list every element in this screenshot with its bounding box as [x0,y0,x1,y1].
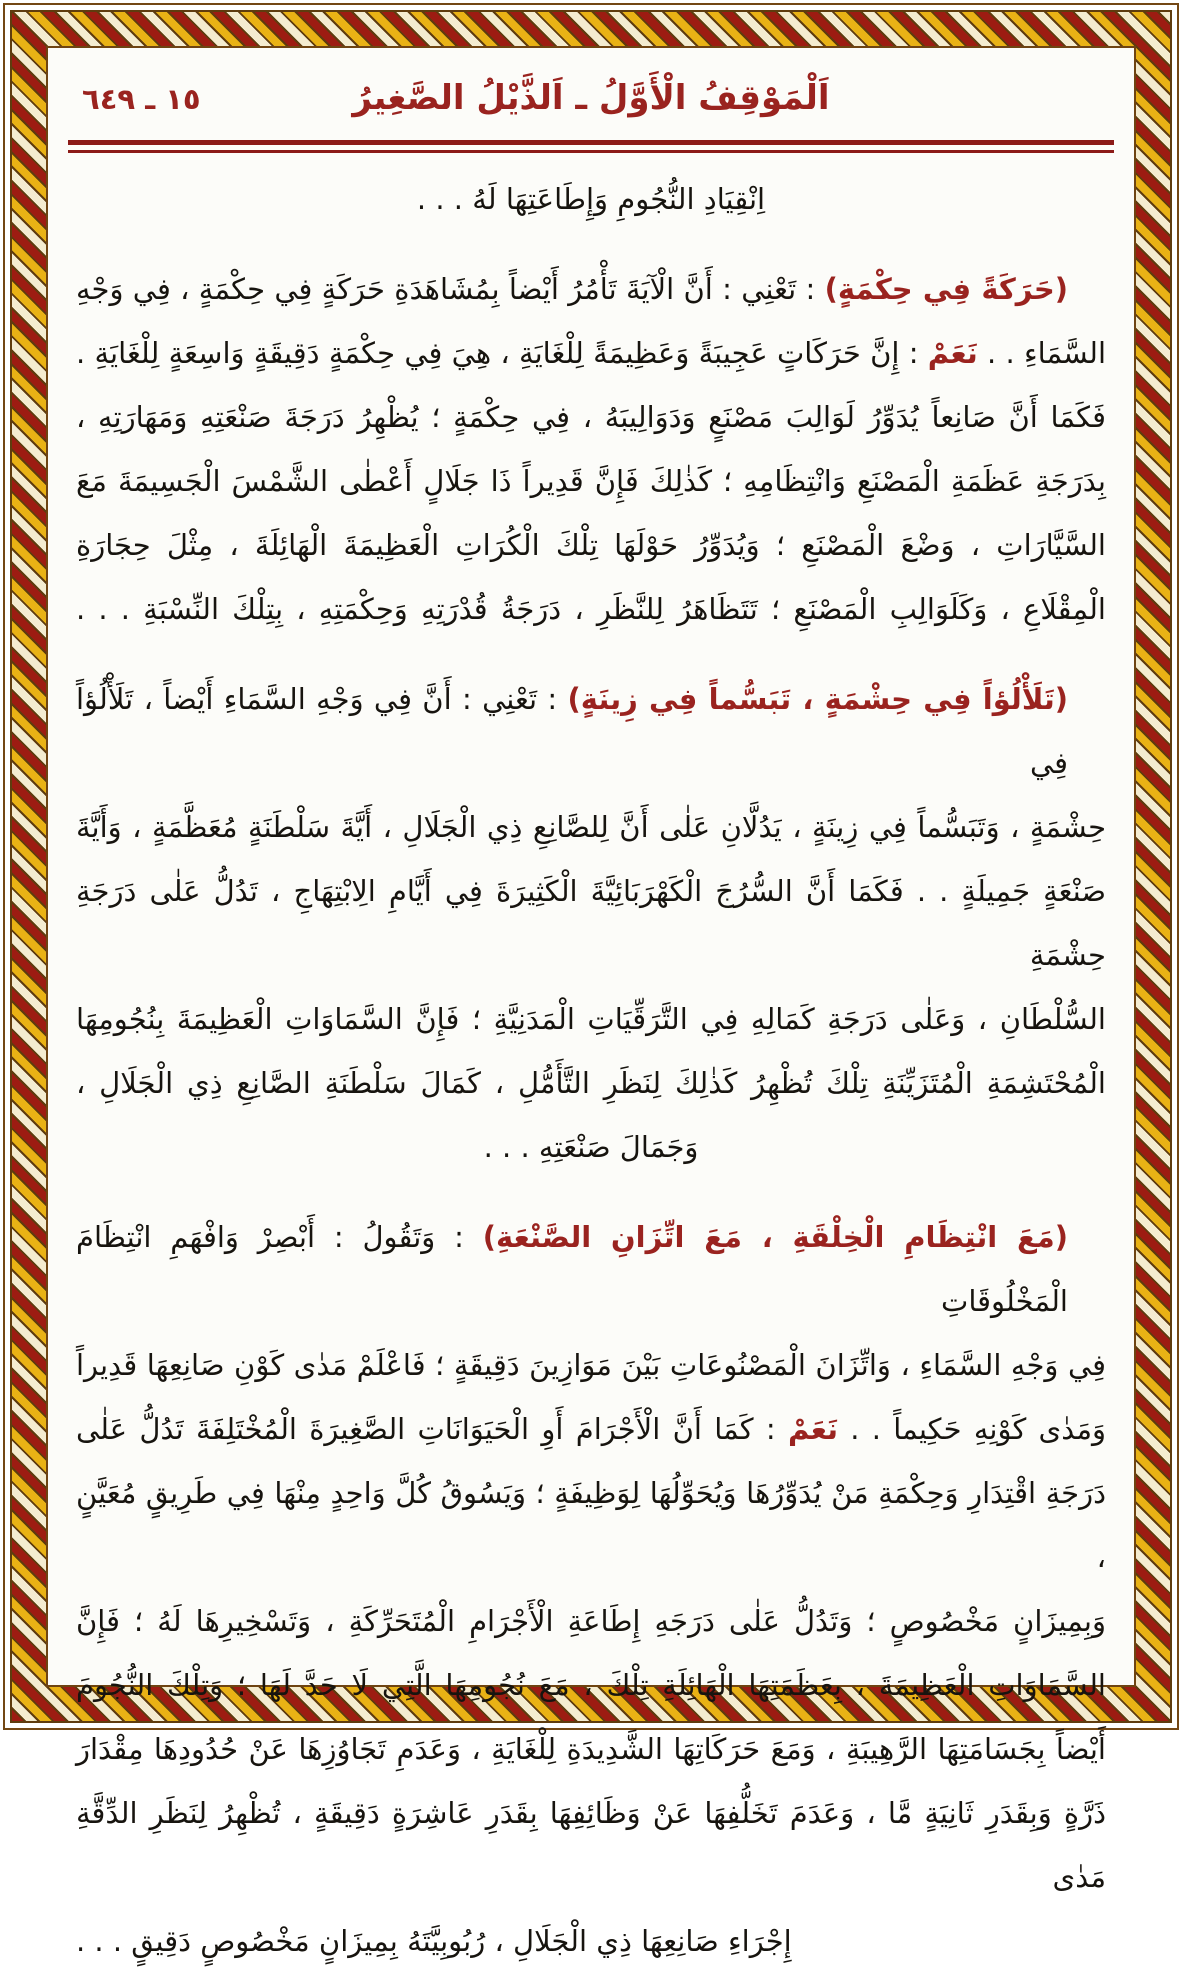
text-line [76,1397,1106,1461]
text-line [76,513,1106,577]
text-segment: : وَتَقُولُ : أَبْصِرْ وَافْهَمِ انْتِظَامَ الْمَخْلُوقَاتِ [76,1220,1068,1318]
text-segment: : إِنَّ حَرَكَاتٍ عَجِيبَةً وَعَظِيمَةً لِلْغَايَةِ ، هِيَ فِي حِكْمَةٍ دَقِيقَةٍ وَاسِعَةٍ لِلْغَايَةِ . [76,336,928,370]
text-line [76,167,1106,231]
header-double-rule [68,140,1114,153]
text-segment: : تَعْنِي : أَنَّ الْآيَةَ تَأْمُرُ أَيْضاً بِمُشَاهَدَةِ حَرَكَةٍ فِي حِكْمَةٍ ، فِي وَجْهِ [76,272,825,306]
text-segment: السَّيَّارَاتِ ، وَضْعَ الْمَصْنَعِ ؛ وَيُدَوِّرُ حَوْلَهَا تِلْكَ الْكُرَاتِ الْعَظِيمَةَ الْهَائِلَةَ ، مِثْلَ حِجَارَةِ [76,528,1106,562]
text-line [76,1205,1106,1333]
body-text [76,167,1106,1973]
page-content-area [46,46,1136,1958]
text-line [76,1781,1106,1909]
highlighted-phrase: (حَرَكَةً فِي حِكْمَةٍ) [824,272,1068,306]
highlighted-phrase: نَعَمْ [927,336,978,370]
text-line [76,1589,1106,1653]
text-segment: وَبِمِيزَانٍ مَخْصُوصٍ ؛ وَتَدُلُّ عَلٰى دَرَجَهِ إِطَاعَةِ الْأَجْرَامِ الْمُتَحَرِّكَةِ ، وَتَسْخِيرِهَا لَهُ ؛ فَإِنَّ [76,1604,1106,1638]
text-segment: صَنْعَةٍ جَمِيلَةٍ . . فَكَمَا أَنَّ السُّرُجَ الْكَهْرَبَائِيَّةَ الْكَثِيرَةَ فِي أَيَّامِ الِابْتِهَاجِ ، تَدُلُّ عَلٰى دَرَجَةِ حِشْمَةِ [76,874,1106,972]
highlighted-phrase: (تَلَأْلُؤاً فِي حِشْمَةٍ ، تَبَسُّماً فِي زِينَةٍ) [567,682,1068,716]
text-line [76,449,1106,513]
text-line [76,1653,1106,1717]
text-segment: الْمُحْتَشِمَةِ الْمُتَزَيِّنَةِ تِلْكَ تُظْهِرُ كَذٰلِكَ لِنَظَرِ التَّأَمُّلِ ، كَمَالَ سَلْطَنَةِ الصَّانِعِ ذِي الْجَلَالِ ، [76,1066,1106,1100]
text-segment: السَّمَاوَاتِ الْعَظِيمَةَ ، بِعَظَمَتِهَا الْهَائِلَةِ تِلْكَ ، مَعَ نُجُومِهَا الَّتِي لَا حَدَّ لَهَا ؛ وَتِلْكَ النُّجُومَ [76,1668,1106,1702]
text-line [76,987,1106,1051]
text-segment: إِجْرَاءِ صَانِعِهَا ذِي الْجَلَالِ ، رُبُوبِيَّتَهُ بِمِيزَانٍ مَخْصُوصٍ دَقِيقٍ . . . [76,1924,792,1958]
text-segment: : تَعْنِي : أَنَّ فِي وَجْهِ السَّمَاءِ أَيْضاً ، تَلَأْلُؤاً فِي [76,682,1068,780]
paragraph [76,167,1106,231]
text-segment: وَجَمَالَ صَنْعَتِهِ . . . [483,1130,699,1164]
paragraph [76,1205,1106,1973]
text-segment: السُّلْطَانِ ، وَعَلٰى دَرَجَةِ كَمَالِهِ فِي التَّرَقِّيَاتِ الْمَدَنِيَّةِ ؛ فَإِنَّ السَّمَاوَاتِ الْعَظِيمَةَ بِنُجُومِهَا [76,1002,1106,1036]
page-header [76,72,1106,128]
page-title: اَلْمَوْقِفُ الْأَوَّلُ ـ اَلذَّيْلُ الصَّغِيرُ [352,78,830,118]
text-line [76,257,1106,321]
text-line [76,1115,1106,1179]
text-line [76,1909,1106,1973]
text-line [76,1333,1106,1397]
text-segment: دَرَجَةِ اقْتِدَارِ وَحِكْمَةِ مَنْ يُدَوِّرُهَا وَيُحَوِّلُهَا لِوَظِيفَةٍ ؛ وَيَسُوقُ كُلَّ وَاحِدٍ مِنْهَا فِي طَرِيقٍ مُعَيَّنٍ ، [76,1476,1106,1574]
text-line [76,1461,1106,1589]
text-line [76,667,1106,795]
highlighted-phrase: نَعَمْ [787,1412,838,1446]
paragraph [76,257,1106,641]
text-line [76,385,1106,449]
text-line [76,321,1106,385]
text-line [76,1051,1106,1115]
paragraph [76,667,1106,1179]
text-line [76,859,1106,987]
text-line [76,795,1106,859]
text-segment: فِي وَجْهِ السَّمَاءِ ، وَاتِّزَانَ الْمَصْنُوعَاتِ بَيْنَ مَوَازِينَ دَقِيقَةٍ ؛ فَاعْلَمْ مَدٰى كَوْنِ صَانِعِهَا قَدِيراً [76,1348,1106,1382]
text-segment: بِدَرَجَةِ عَظَمَةِ الْمَصْنَعِ وَانْتِظَامِهِ ؛ كَذٰلِكَ فَإِنَّ قَدِيراً ذَا جَلَالٍ أَعْطٰى الشَّمْسَ الْجَسِيمَةَ مَعَ [76,464,1106,498]
text-segment: السَّمَاءِ . . [977,336,1106,370]
text-segment: فَكَمَا أَنَّ صَانِعاً يُدَوِّرُ لَوَالِبَ مَصْنَعٍ وَدَوَالِيبَهُ ، فِي حِكْمَةٍ ؛ يُظْهِرُ دَرَجَةَ صَنْعَتِهِ وَمَهَارَتِهِ ، [76,400,1106,434]
text-segment: : كَمَا أَنَّ الْأَجْرَامَ أَوِ الْحَيَوَانَاتِ الصَّغِيرَةَ الْمُخْتَلِفَةَ تَدُلُّ عَلٰى [76,1412,788,1446]
text-segment: اِنْقِيَادِ النُّجُومِ وَإِطَاعَتِهَا لَهُ . . . [416,182,766,216]
text-segment: حِشْمَةٍ ، وَتَبَسُّماً فِي زِينَةٍ ، يَدُلَّانِ عَلٰى أَنَّ لِلصَّانِعِ ذِي الْجَلَالِ ، أَيَّةَ سَلْطَنَةٍ مُعَظَّمَةٍ ، وَأَيَّةَ [76,810,1106,844]
text-line [76,1717,1106,1781]
highlighted-phrase: (مَعَ انْتِظَامِ الْخِلْقَةِ ، مَعَ اتِّزَانِ الصَّنْعَةِ) [482,1220,1068,1254]
text-segment: الْمِقْلَاعِ ، وَكَلَوَالِبِ الْمَصْنَعِ ؛ تَتَظَاهَرُ لِلنَّظَرِ ، دَرَجَةُ قُدْرَتِهِ وَحِكْمَتِهِ ، بِتِلْكَ النِّسْبَةِ . . . [76,592,1106,626]
text-line [76,577,1106,641]
text-segment: وَمَدٰى كَوْنِهِ حَكِيماً . . [837,1412,1106,1446]
text-segment: أَيْضاً بِجَسَامَتِهَا الرَّهِيبَةِ ، وَمَعَ حَرَكَاتِهَا الشَّدِيدَةِ لِلْغَايَةِ ، وَعَدَمِ تَجَاوُزِهَا عَنْ حُدُودِهَا مِقْدَارَ [76,1732,1106,1766]
text-segment: ذَرَّةٍ وَبِقَدَرِ ثَانِيَةٍ مَّا ، وَعَدَمَ تَخَلُّفِهَا عَنْ وَظَائِفِهَا بِقَدَرِ عَاشِرَةٍ دَقِيقَةٍ ، تُظْهِرُ لِنَظَرِ الدِّقَّةِ مَدٰى [76,1796,1106,1894]
page-number-label: ١٥ ـ ٦٤٩ [82,82,201,116]
